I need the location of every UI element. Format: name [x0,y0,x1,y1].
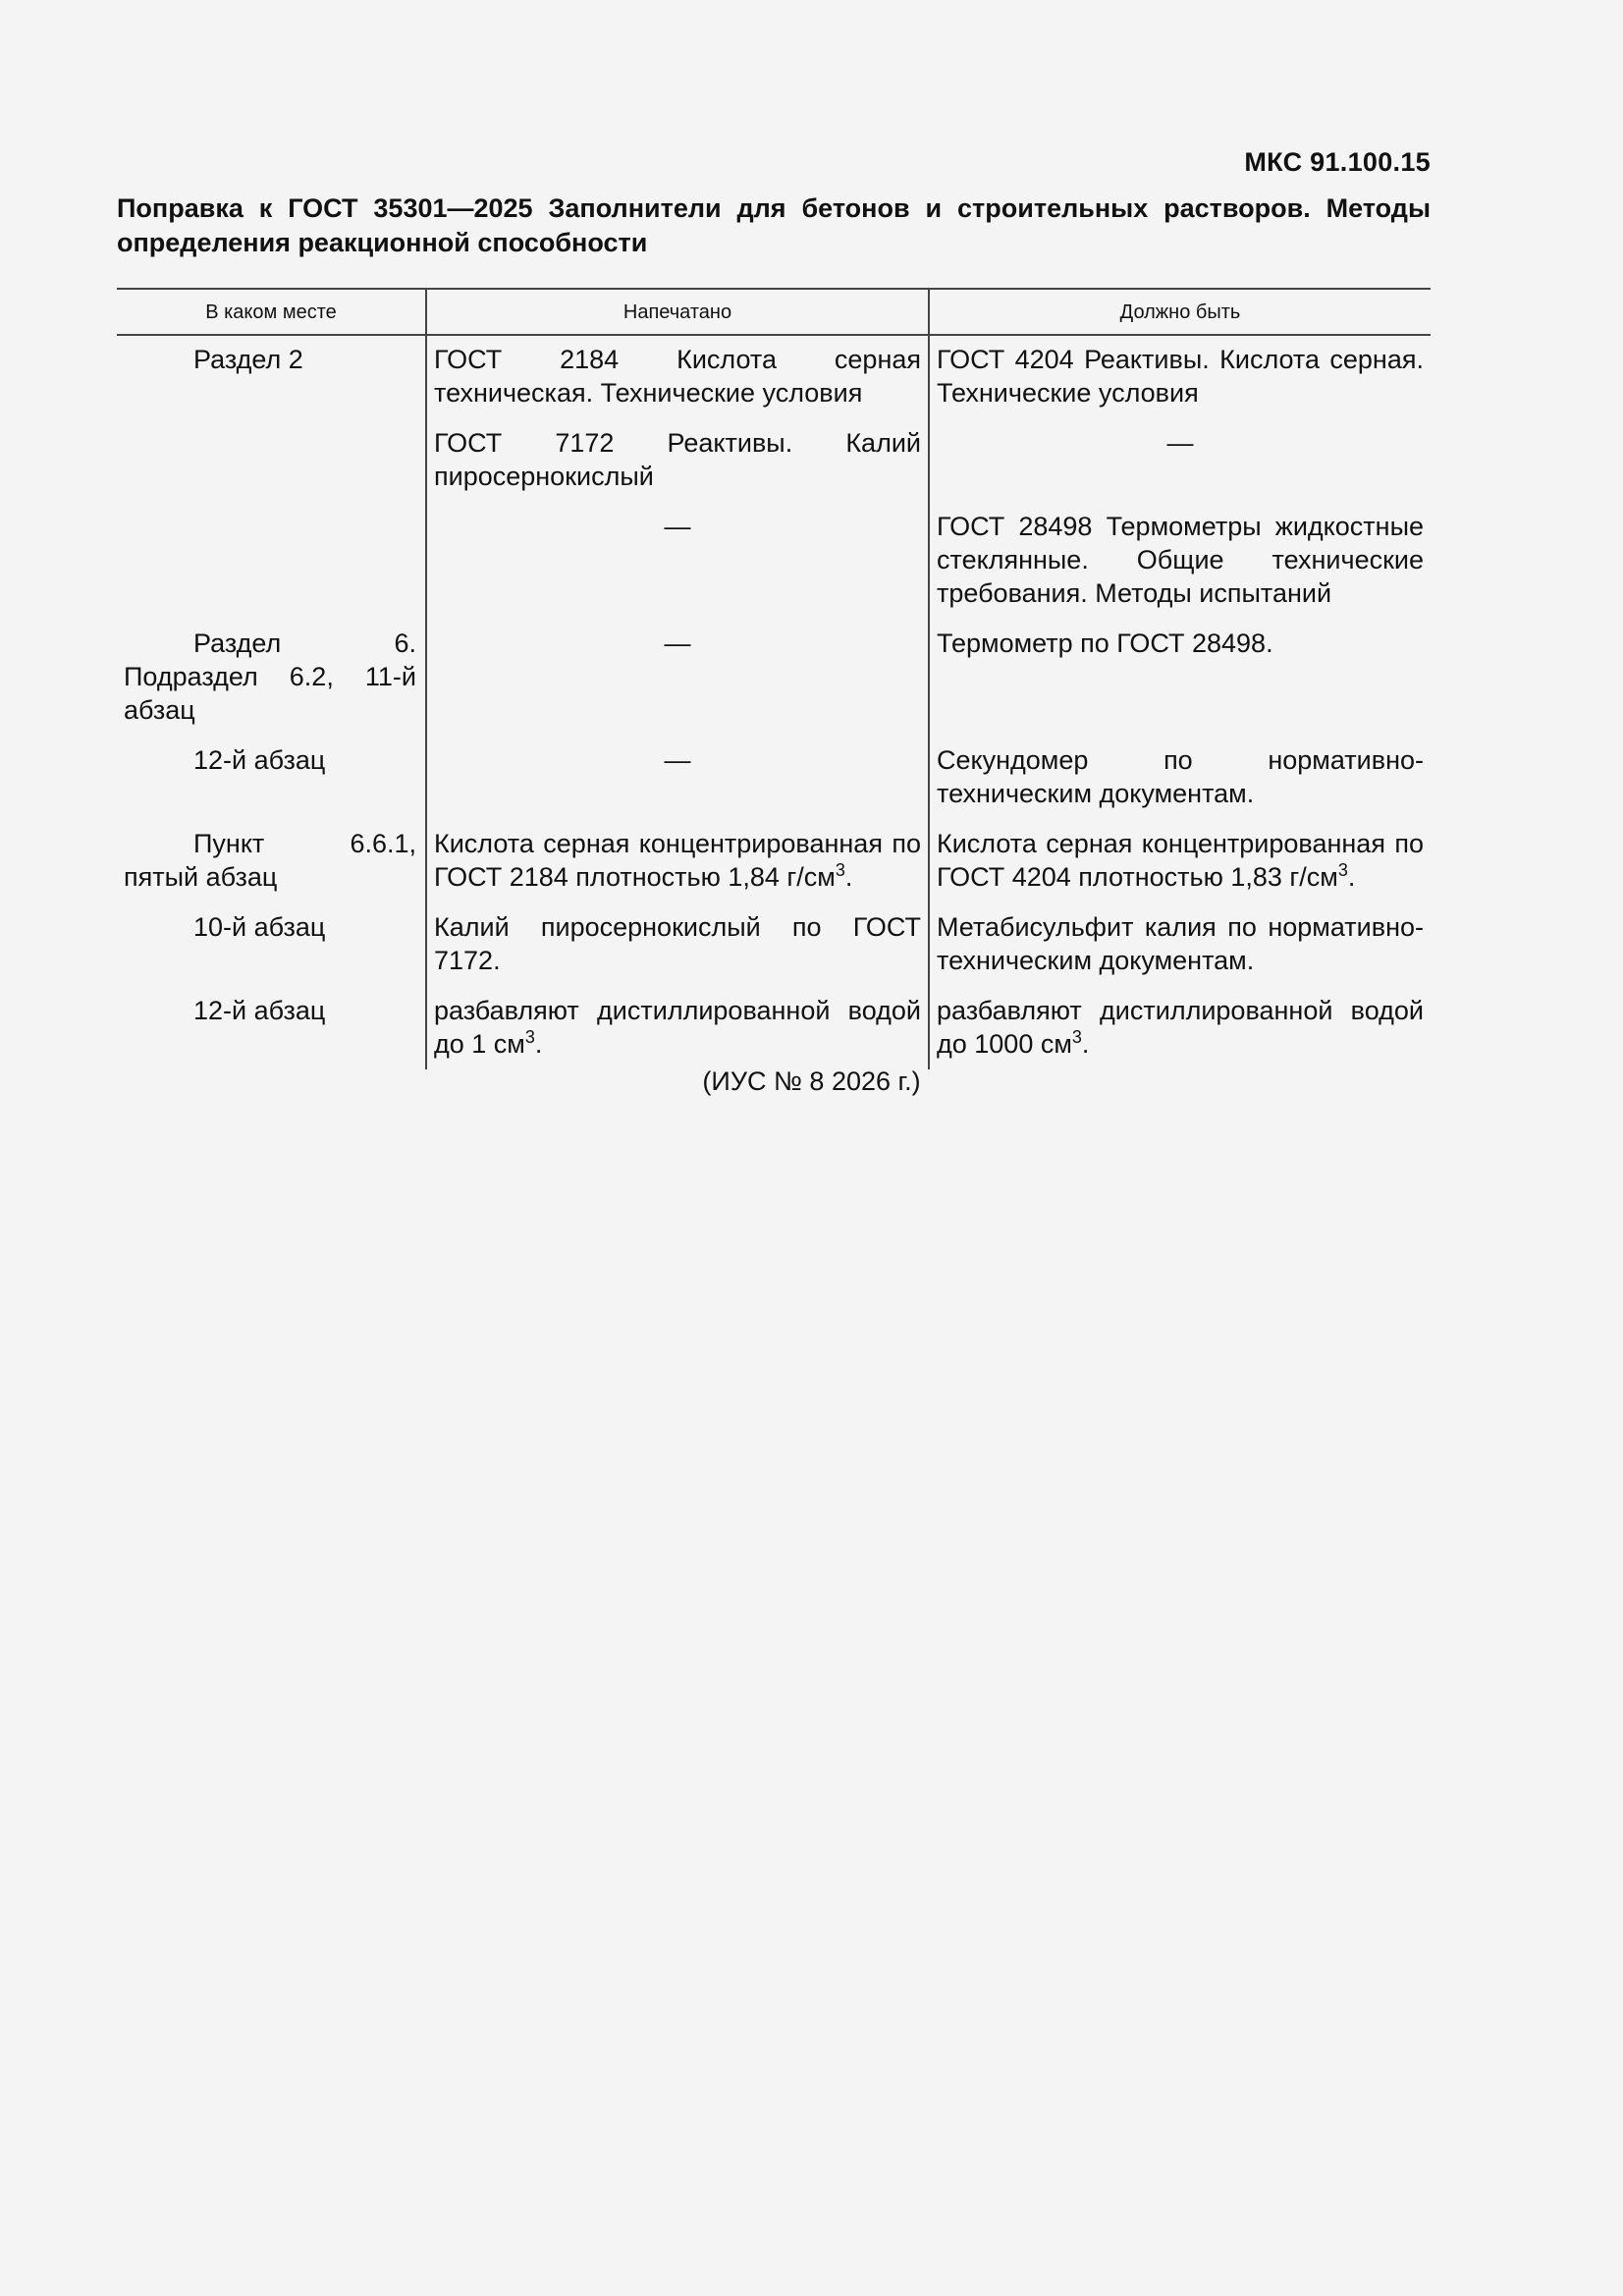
cell-should-be: ГОСТ 4204 Реактивы. Кислота серная. Технические условия [929,335,1431,426]
cell-place: 12-й абзац [193,745,326,775]
should-be-text: Кислота серная концентрированная по ГОСТ 4204 плотностью 1,83 г/см [937,829,1424,892]
cell-should-be: ГОСТ 28498 Термометры жидкостные стеклянные. Общие технические требования. Методы испытаний [929,510,1431,627]
cell-printed: — [426,627,929,743]
cell-should-be: Метабисульфит калия по нормативно-техническим документам. [929,910,1431,994]
cell-place [117,426,426,510]
superscript: 3 [1337,860,1348,880]
cell-printed: — [426,743,929,827]
cell-should-be [929,994,1431,1069]
cell-printed: ГОСТ 7172 Реактивы. Калий пиросернокислый [426,426,929,510]
cell-should-be: Секундомер по нормативно-техническим документам. [929,743,1431,827]
header-should-be: Должно быть [929,289,1431,335]
table-row [117,743,1431,827]
printed-text: Кислота серная концентрированная по ГОСТ 2184 плотностью 1,84 г/см [434,829,921,892]
classifier-code: МКС 91.100.15 [1244,147,1431,177]
superscript: 3 [524,1027,535,1047]
document-title: Поправка к ГОСТ 35301—2025 Заполнители для бетонов и строительных растворов. Методы определения реакционной способности [117,193,1431,257]
cell-place [117,510,426,627]
table-row [117,335,1431,426]
should-be-end: . [1347,862,1356,892]
ius-reference: (ИУС № 8 2026 г.) [702,1066,921,1096]
printed-end: . [844,862,853,892]
should-be-text: разбавляют дистиллированной водой до 1000 см [937,996,1424,1059]
printed-end: . [534,1029,543,1059]
table-row [117,910,1431,994]
table-header-row [117,289,1431,335]
cell-place: 10-й абзац [193,912,326,942]
table-row [117,627,1431,743]
header-printed: Напечатано [426,289,929,335]
cell-printed: Калий пиросернокислый по ГОСТ 7172. [426,910,929,994]
printed-text: разбавляют дистиллированной водой до 1 см [434,996,921,1059]
superscript: 3 [835,860,845,880]
cell-place: Раздел 2 [193,345,303,374]
cell-should-be: — [929,426,1431,510]
cell-should-be: Термометр по ГОСТ 28498. [929,627,1431,743]
table-row [117,510,1431,627]
header-place: В каком месте [117,289,426,335]
table-row [117,994,1431,1069]
cell-place: 12-й абзац [193,996,326,1025]
superscript: 3 [1071,1027,1082,1047]
cell-should-be [929,827,1431,910]
cell-printed [426,827,929,910]
table-row [117,827,1431,910]
cell-printed [426,994,929,1069]
amendment-table [117,288,1431,1069]
cell-printed: ГОСТ 2184 Кислота серная техническая. Технические условия [426,335,929,426]
cell-place: Раздел 6. Подраздел 6.2, 11-й абзац [124,629,416,725]
cell-printed: — [426,510,929,627]
cell-place: Пункт 6.6.1, пятый абзац [124,829,416,892]
table-row [117,426,1431,510]
should-be-end: . [1081,1029,1090,1059]
